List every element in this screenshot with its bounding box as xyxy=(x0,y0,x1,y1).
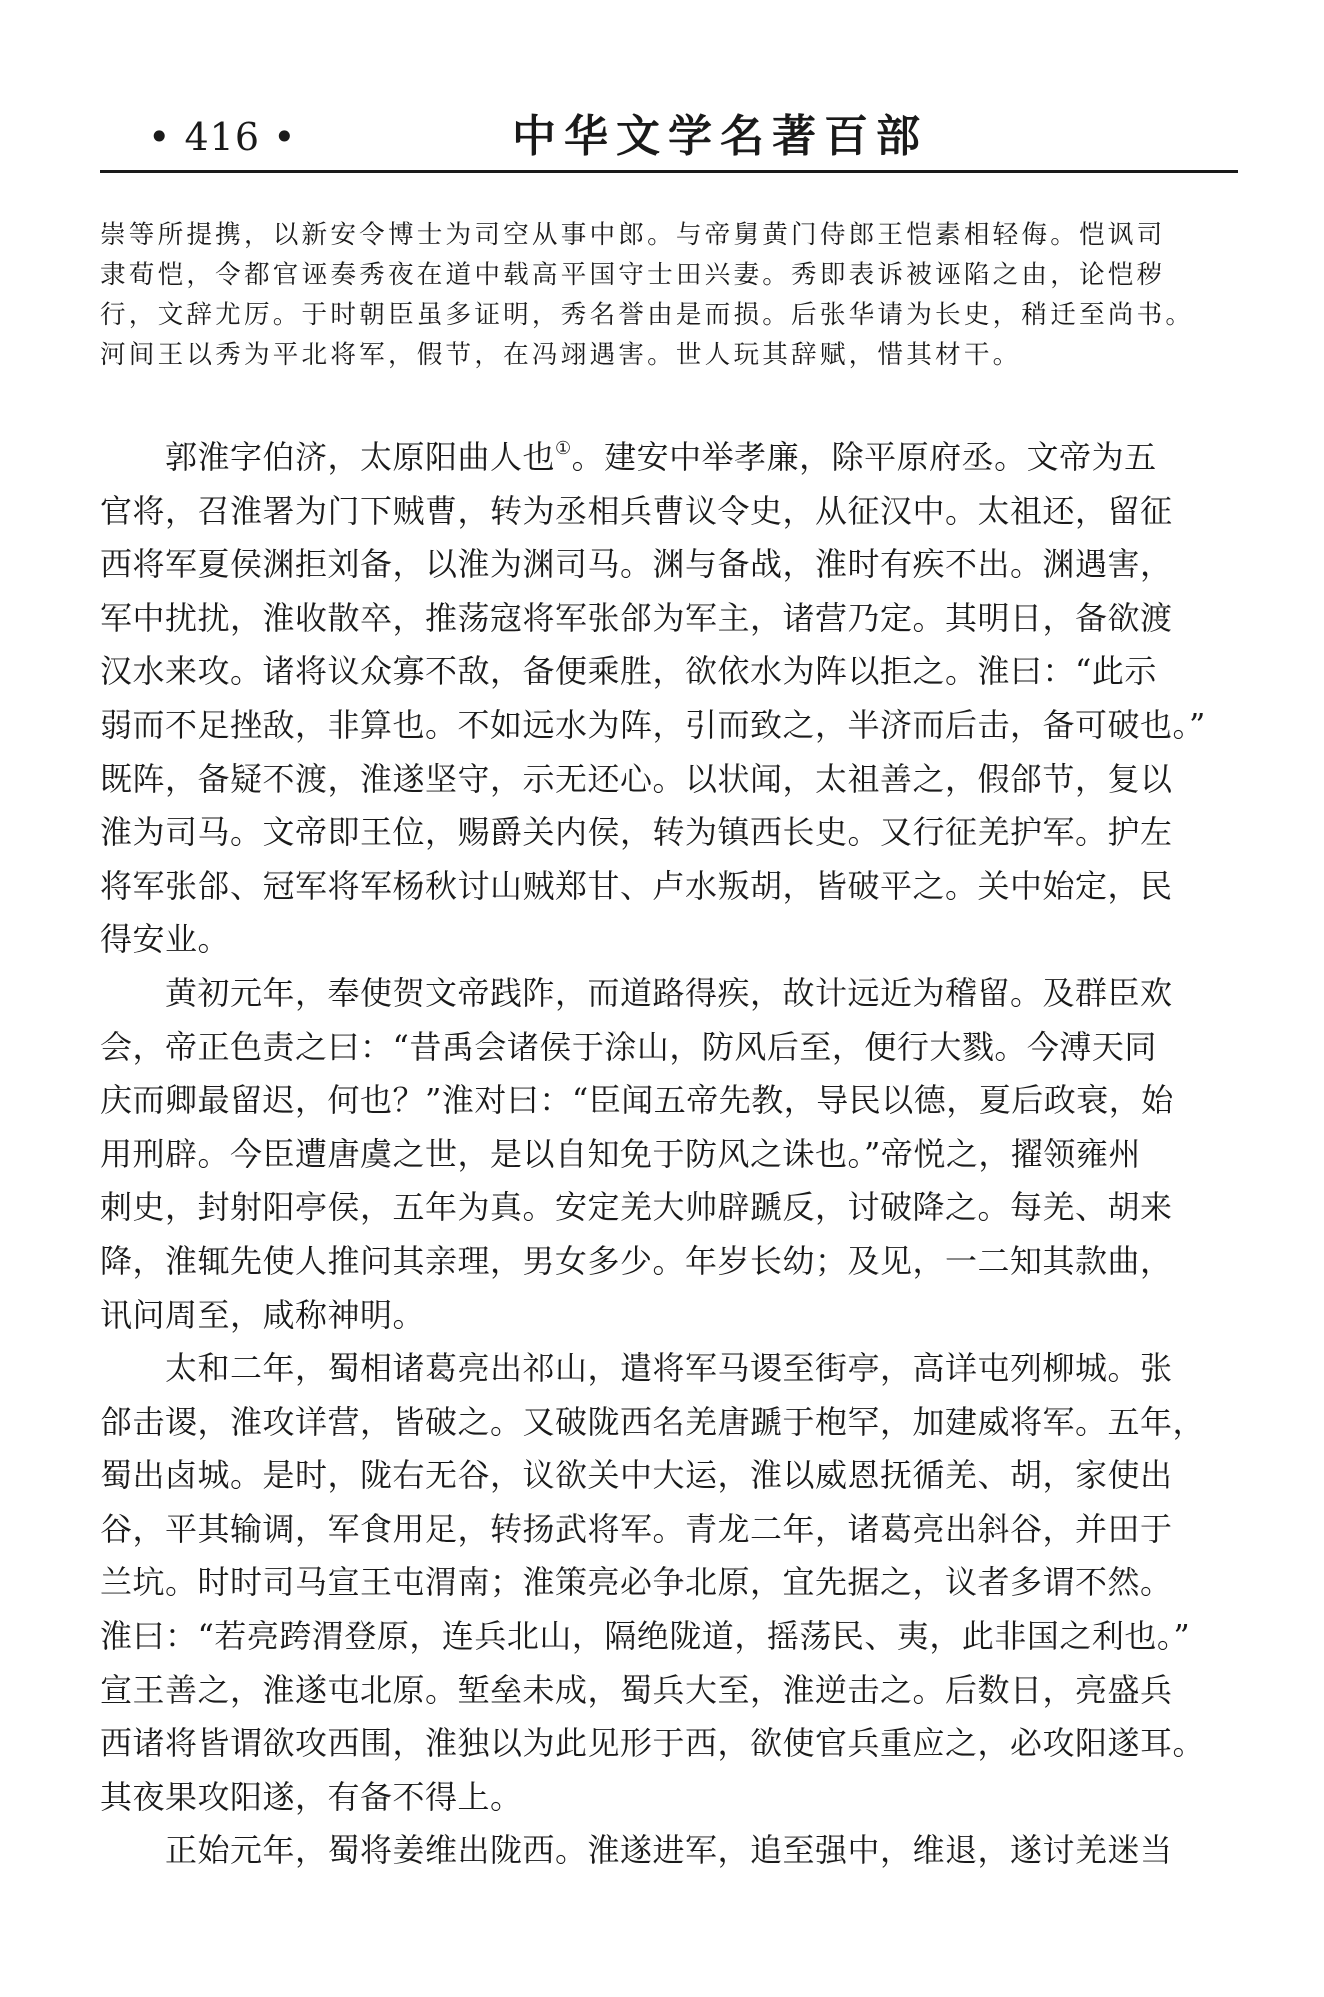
main-text-line: 西诸将皆谓欲攻西围，淮独以为此见形于西，欲使官兵重应之，必攻阳遂耳。 xyxy=(100,1724,1206,1763)
main-text-line: 太和二年，蜀相诸葛亮出祁山，遣将军马谡至街亭，高详屯列柳城。张 xyxy=(100,1349,1173,1388)
main-text-line: 弱而不足挫敌，非算也。不如远水为阵，引而致之，半济而后击，备可破也。” xyxy=(100,705,1206,744)
main-text-line: 淮为司马。文帝即王位，赐爵关内侯，转为镇西长史。又行征羌护军。护左 xyxy=(100,813,1173,852)
annotation-line: 隶荀恺，令都官诬奏秀夜在道中载高平国守士田兴妻。秀即表诉被诬陷之由，论恺秽 xyxy=(100,260,1166,290)
main-text-line: 西将军夏侯渊拒刘备，以淮为渊司马。渊与备战，淮时有疾不出。渊遇害， xyxy=(100,545,1173,584)
page-number: • 416 • xyxy=(148,115,297,159)
main-text-line: 庆而卿最留迟，何也？”淮对曰：“臣闻五帝先教，导民以德，夏后政衰，始 xyxy=(100,1081,1174,1120)
main-text-line: 郃击谡，淮攻详营，皆破之。又破陇西名羌唐蹏于枹罕，加建威将军。五年， xyxy=(100,1402,1206,1441)
main-text-line: 正始元年，蜀将姜维出陇西。淮遂进军，追至强中，维退，遂讨羌迷当 xyxy=(100,1831,1173,1870)
main-text-line: 既阵，备疑不渡，淮遂坚守，示无还心。以状闻，太祖善之，假郃节，复以 xyxy=(100,759,1173,798)
annotation-block xyxy=(100,215,1238,375)
main-text-line: 淮曰：“若亮跨渭登原，连兵北山，隔绝陇道，摇荡民、夷，此非国之利也。” xyxy=(100,1617,1191,1656)
main-text-line: 汉水来攻。诸将议众寡不敌，备便乘胜，欲依水为阵以拒之。淮曰：“此示 xyxy=(100,652,1157,691)
main-text-line: 将军张郃、冠军将军杨秋讨山贼郑甘、卢水叛胡，皆破平之。关中始定，民 xyxy=(100,866,1173,905)
main-text-line: 讯问周至，咸称神明。 xyxy=(100,1295,426,1334)
main-text-line: 刺史，封射阳亭侯，五年为真。安定羌大帅辟蹏反，讨破降之。每羌、胡来 xyxy=(100,1188,1173,1227)
main-text-line: 得安业。 xyxy=(100,920,231,959)
main-text-line: 蜀出卤城。是时，陇右无谷，议欲关中大运，淮以威恩抚循羌、胡，家使出 xyxy=(100,1456,1173,1495)
main-text-line: 兰坑。时时司马宣王屯渭南；淮策亮必争北原，宜先据之，议者多谓不然。 xyxy=(100,1563,1173,1602)
main-text-line: 军中扰扰，淮收散卒，推荡寇将军张郃为军主，诸营乃定。其明日，备欲渡 xyxy=(100,598,1173,637)
main-text-line: 会，帝正色责之曰：“昔禹会诸侯于涂山，防风后至，便行大戮。今溥天同 xyxy=(100,1027,1157,1066)
annotation-line: 行，文辞尤厉。于时朝臣虽多证明，秀名誉由是而损。后张华请为长史，稍迁至尚书。 xyxy=(100,300,1195,330)
main-text-segment: 。建安中举孝廉，除平原府丞。文帝为五 xyxy=(571,438,1157,476)
footnote-marker[interactable]: ① xyxy=(555,438,572,459)
main-text-line: 黄初元年，奉使贺文帝践阼，而道路得疾，故计远近为稽留。及群臣欢 xyxy=(100,973,1173,1012)
page-header xyxy=(100,105,1238,165)
page-body xyxy=(100,215,1238,1878)
main-text-block xyxy=(100,431,1238,1878)
main-text-line: 降，淮辄先使人推问其亲理，男女多少。年岁长幼；及见，一二知其款曲， xyxy=(100,1241,1173,1280)
main-text-line: 谷，平其输调，军食用足，转扬武将军。青龙二年，诸葛亮出斜谷，并田于 xyxy=(100,1509,1173,1548)
annotation-line: 河间王以秀为平北将军，假节，在冯翊遇害。世人玩其辞赋，惜其材干。 xyxy=(100,340,1022,370)
main-text-line xyxy=(100,431,1238,485)
main-text-segment: 郭淮字伯济，太原阳曲人也 xyxy=(100,438,556,476)
main-text-line: 宣王善之，淮遂屯北原。堑垒未成，蜀兵大至，淮逆击之。后数日，亮盛兵 xyxy=(100,1670,1173,1709)
main-text-line: 用刑辟。今臣遭唐虞之世，是以自知免于防风之诛也。”帝悦之，擢领雍州 xyxy=(100,1134,1141,1173)
running-title: 中华文学名著百部 xyxy=(512,111,928,162)
header-rule xyxy=(100,170,1238,173)
main-text-line: 官将，召淮署为门下贼曹，转为丞相兵曹议令史，从征汉中。太祖还，留征 xyxy=(100,491,1173,530)
main-text-line: 其夜果攻阳遂，有备不得上。 xyxy=(100,1777,523,1816)
annotation-line: 崇等所提携，以新安令博士为司空从事中郎。与帝舅黄门侍郎王恺素相轻侮。恺讽司 xyxy=(100,220,1166,250)
